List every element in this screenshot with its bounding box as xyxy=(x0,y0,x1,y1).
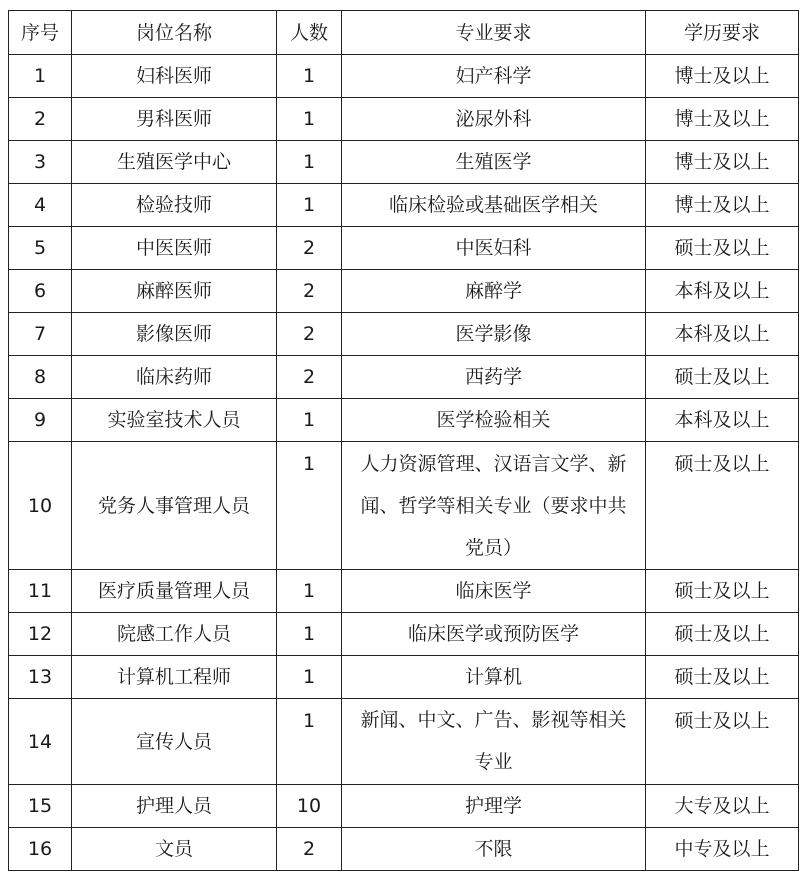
cell-position: 中医医师 xyxy=(72,227,277,270)
cell-no: 12 xyxy=(9,613,72,656)
cell-count: 1 xyxy=(277,656,342,699)
table-row xyxy=(9,785,799,828)
cell-education: 大专及以上 xyxy=(646,785,799,828)
cell-position: 计算机工程师 xyxy=(72,656,277,699)
cell-major: 妇产科学 xyxy=(342,55,646,98)
header-count: 人数 xyxy=(277,11,342,55)
cell-position: 医疗质量管理人员 xyxy=(72,570,277,613)
table-header-row xyxy=(9,11,799,55)
cell-education: 硕士及以上 xyxy=(646,356,799,399)
table-row xyxy=(9,699,799,785)
table-row xyxy=(9,55,799,98)
cell-major: 西药学 xyxy=(342,356,646,399)
cell-major: 护理学 xyxy=(342,785,646,828)
cell-count: 1 xyxy=(277,141,342,184)
cell-major: 麻醉学 xyxy=(342,270,646,313)
cell-position: 宣传人员 xyxy=(72,699,277,785)
cell-education: 本科及以上 xyxy=(646,313,799,356)
cell-count: 1 xyxy=(277,442,342,570)
cell-count: 1 xyxy=(277,55,342,98)
cell-education: 博士及以上 xyxy=(646,141,799,184)
cell-count: 2 xyxy=(277,828,342,871)
table-row xyxy=(9,656,799,699)
cell-education: 硕士及以上 xyxy=(646,699,799,785)
cell-major: 医学影像 xyxy=(342,313,646,356)
header-education: 学历要求 xyxy=(646,11,799,55)
cell-education: 硕士及以上 xyxy=(646,613,799,656)
cell-education: 硕士及以上 xyxy=(646,442,799,570)
recruitment-table xyxy=(8,10,799,871)
cell-position: 护理人员 xyxy=(72,785,277,828)
cell-no: 6 xyxy=(9,270,72,313)
cell-position: 文员 xyxy=(72,828,277,871)
table-row xyxy=(9,356,799,399)
cell-no: 5 xyxy=(9,227,72,270)
cell-no: 4 xyxy=(9,184,72,227)
cell-count: 1 xyxy=(277,184,342,227)
cell-no: 13 xyxy=(9,656,72,699)
cell-education: 中专及以上 xyxy=(646,828,799,871)
cell-position: 检验技师 xyxy=(72,184,277,227)
cell-no: 11 xyxy=(9,570,72,613)
cell-no: 10 xyxy=(9,442,72,570)
cell-major: 临床医学或预防医学 xyxy=(342,613,646,656)
cell-no: 2 xyxy=(9,98,72,141)
table-row xyxy=(9,442,799,570)
table-row xyxy=(9,141,799,184)
cell-count: 2 xyxy=(277,270,342,313)
cell-position: 实验室技术人员 xyxy=(72,399,277,442)
cell-major: 中医妇科 xyxy=(342,227,646,270)
table-row xyxy=(9,399,799,442)
cell-major: 医学检验相关 xyxy=(342,399,646,442)
cell-position: 党务人事管理人员 xyxy=(72,442,277,570)
cell-no: 15 xyxy=(9,785,72,828)
cell-major: 生殖医学 xyxy=(342,141,646,184)
cell-major: 临床检验或基础医学相关 xyxy=(342,184,646,227)
cell-count: 10 xyxy=(277,785,342,828)
header-no: 序号 xyxy=(9,11,72,55)
cell-count: 2 xyxy=(277,313,342,356)
cell-count: 1 xyxy=(277,399,342,442)
cell-education: 博士及以上 xyxy=(646,55,799,98)
table-row xyxy=(9,828,799,871)
cell-no: 9 xyxy=(9,399,72,442)
cell-position: 院感工作人员 xyxy=(72,613,277,656)
cell-count: 1 xyxy=(277,98,342,141)
table-row xyxy=(9,98,799,141)
cell-no: 14 xyxy=(9,699,72,785)
header-position: 岗位名称 xyxy=(72,11,277,55)
cell-major: 计算机 xyxy=(342,656,646,699)
cell-no: 8 xyxy=(9,356,72,399)
cell-education: 硕士及以上 xyxy=(646,570,799,613)
cell-position: 临床药师 xyxy=(72,356,277,399)
cell-no: 7 xyxy=(9,313,72,356)
table-row xyxy=(9,227,799,270)
cell-education: 硕士及以上 xyxy=(646,227,799,270)
cell-major: 临床医学 xyxy=(342,570,646,613)
cell-count: 1 xyxy=(277,613,342,656)
table-row xyxy=(9,313,799,356)
cell-education: 博士及以上 xyxy=(646,184,799,227)
cell-position: 男科医师 xyxy=(72,98,277,141)
cell-count: 1 xyxy=(277,699,342,785)
cell-education: 硕士及以上 xyxy=(646,656,799,699)
table-row xyxy=(9,184,799,227)
cell-major: 新闻、中文、广告、影视等相关专业 xyxy=(342,699,646,785)
cell-count: 2 xyxy=(277,356,342,399)
cell-no: 16 xyxy=(9,828,72,871)
cell-position: 妇科医师 xyxy=(72,55,277,98)
cell-no: 3 xyxy=(9,141,72,184)
cell-count: 2 xyxy=(277,227,342,270)
cell-major: 泌尿外科 xyxy=(342,98,646,141)
cell-education: 博士及以上 xyxy=(646,98,799,141)
cell-no: 1 xyxy=(9,55,72,98)
table-row xyxy=(9,613,799,656)
table-row xyxy=(9,270,799,313)
cell-major: 人力资源管理、汉语言文学、新闻、哲学等相关专业（要求中共党员） xyxy=(342,442,646,570)
cell-position: 麻醉医师 xyxy=(72,270,277,313)
cell-education: 本科及以上 xyxy=(646,399,799,442)
cell-count: 1 xyxy=(277,570,342,613)
cell-position: 影像医师 xyxy=(72,313,277,356)
cell-education: 本科及以上 xyxy=(646,270,799,313)
header-major: 专业要求 xyxy=(342,11,646,55)
table-row xyxy=(9,570,799,613)
cell-position: 生殖医学中心 xyxy=(72,141,277,184)
cell-major: 不限 xyxy=(342,828,646,871)
